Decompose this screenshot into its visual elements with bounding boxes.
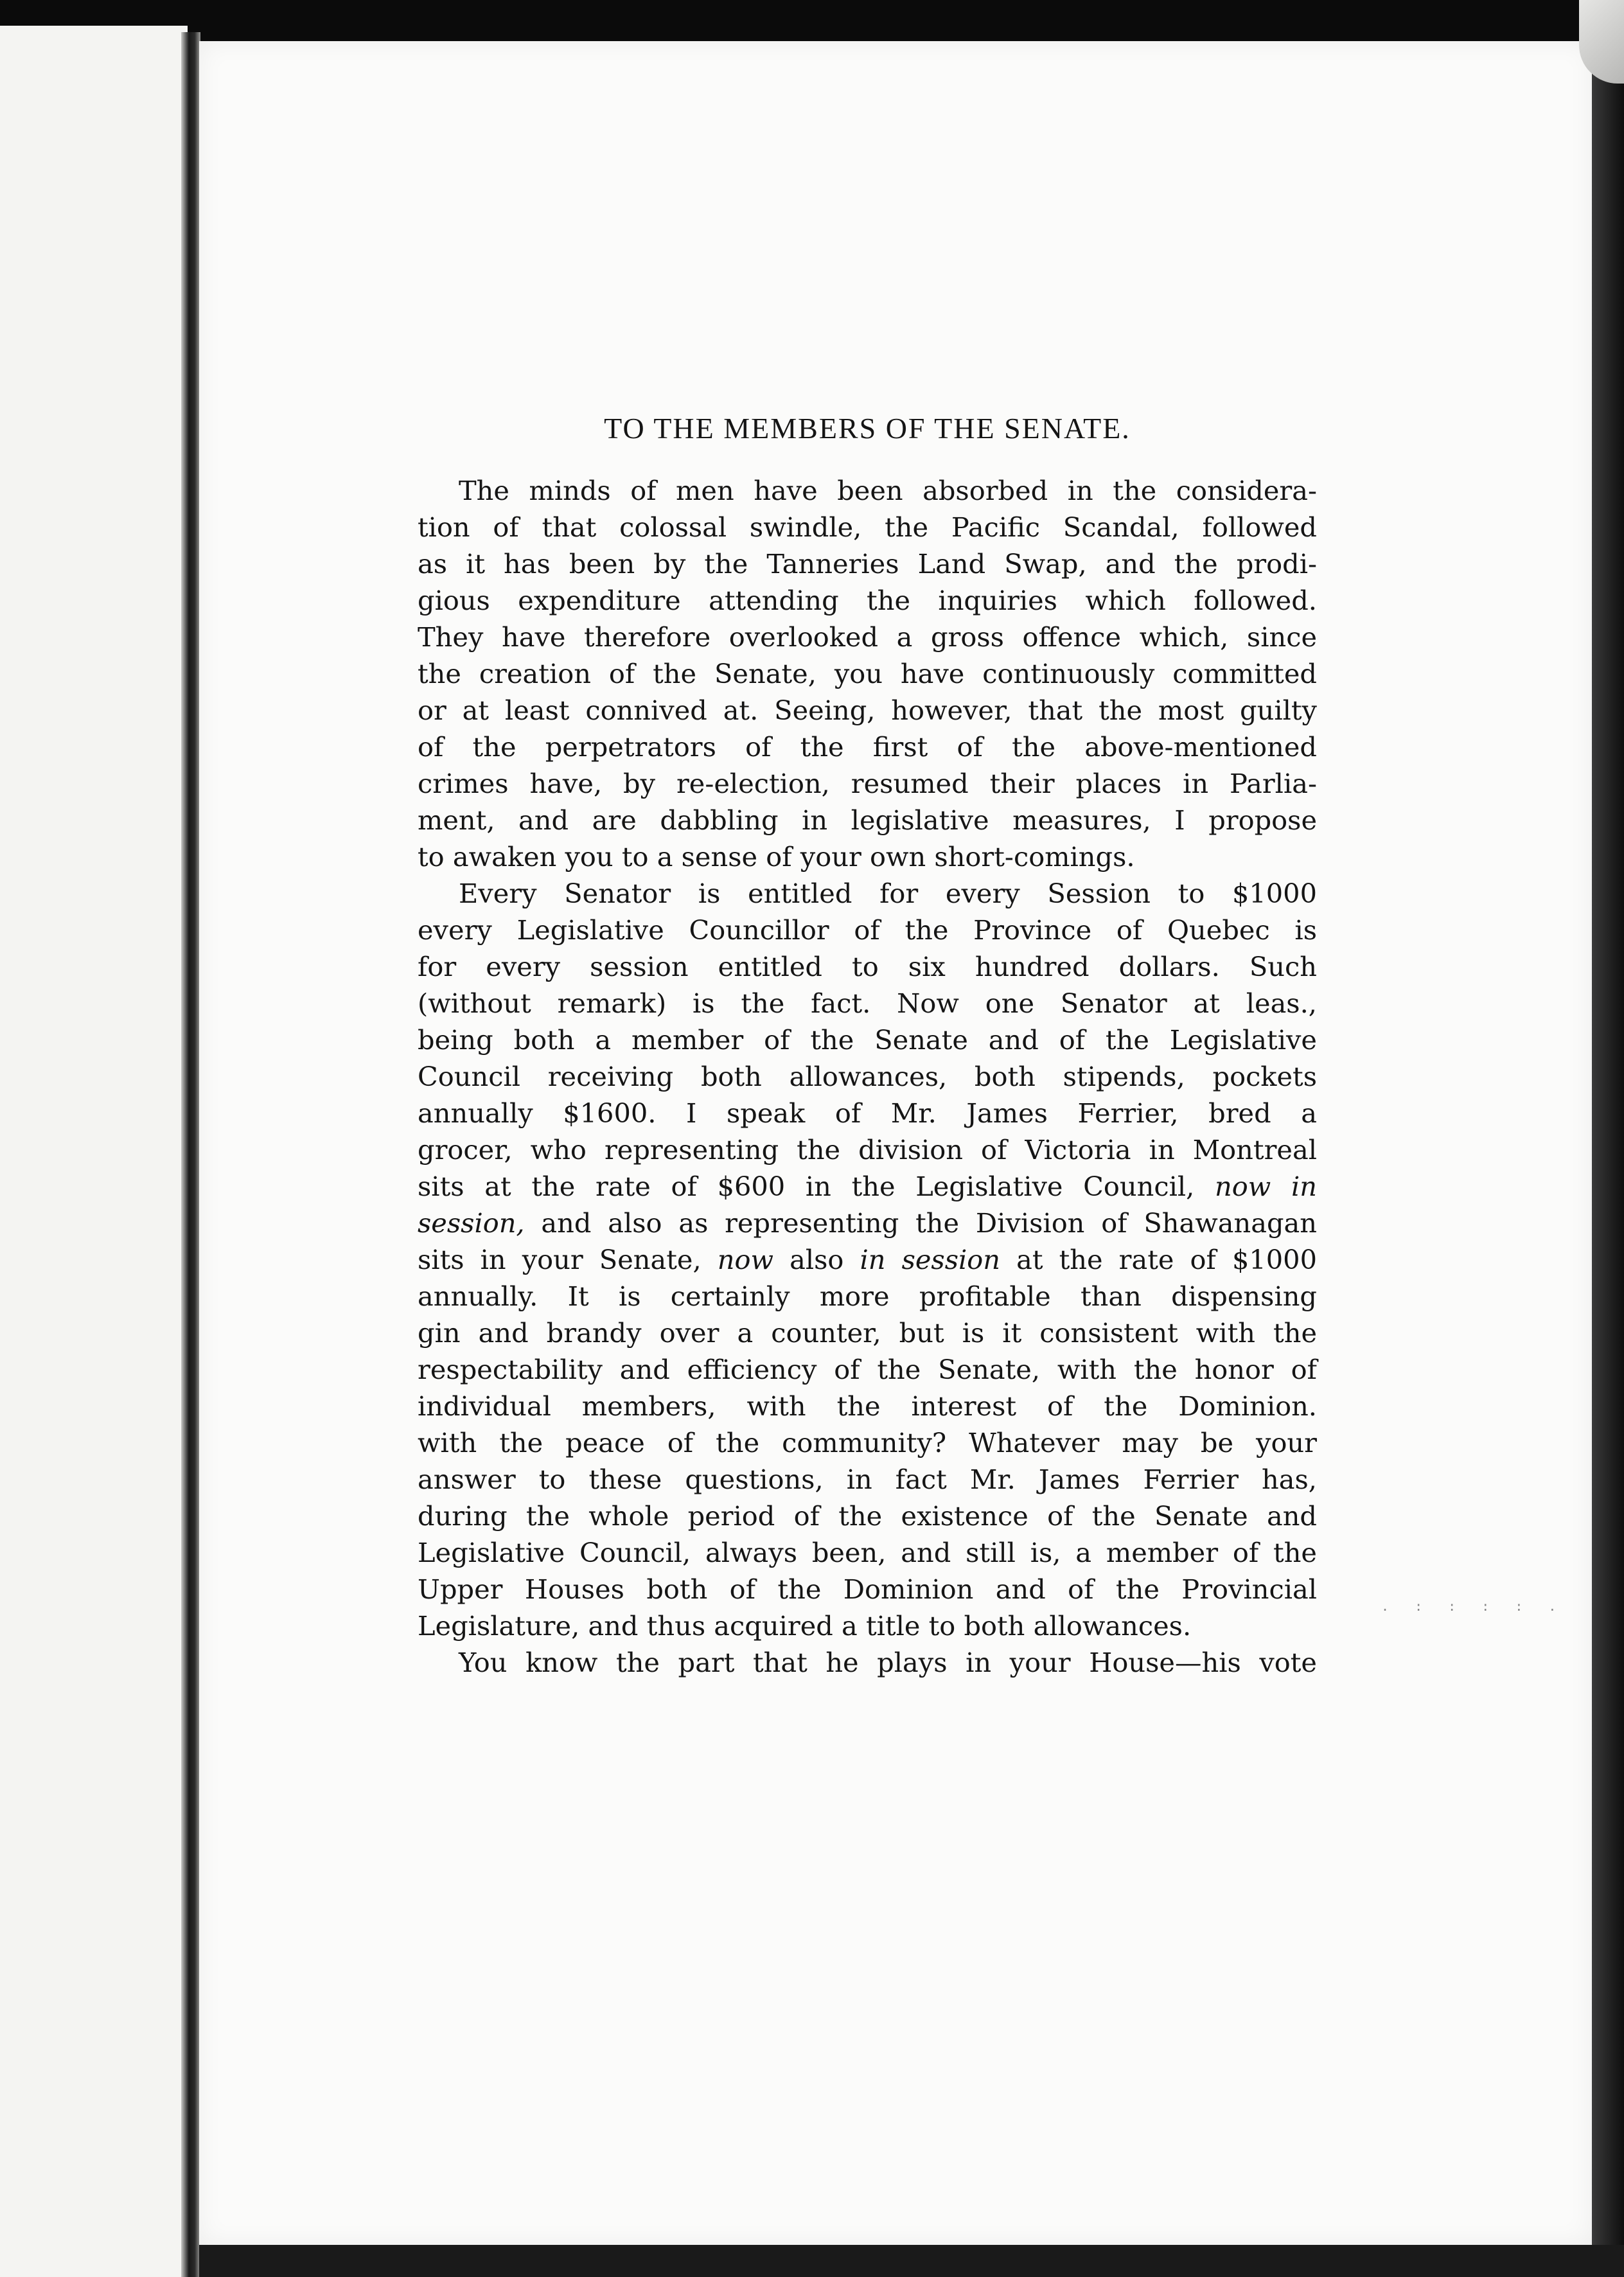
text-run: also [773, 1244, 860, 1275]
text-line: the creation of the Senate, you have continuously committed [418, 658, 1317, 689]
text-line: respectability and efficiency of the Senate, with the honor of [418, 1354, 1317, 1385]
paragraph-1 [418, 472, 1317, 875]
text-line: Legislative Council, always been, and still is, a member of the [418, 1537, 1317, 1568]
paragraph-3 [418, 1644, 1317, 1681]
text-line: Every Senator is entitled for every Session to $1000 [459, 878, 1317, 909]
text-line: tion of that colossal swindle, the Pacific Scandal, followed [418, 511, 1317, 543]
text-line: annually. It is certainly more profitable than dispensing [418, 1280, 1317, 1312]
text-run: and also as representing the Division of Shawanagan [524, 1207, 1317, 1239]
text-line-mixed [418, 1168, 1317, 1205]
text-line: grocer, who representing the division of Victoria in Montreal [418, 1134, 1317, 1165]
text-line: (without remark) is the fact. Now one Senator at leas., [418, 988, 1317, 1019]
text-line: or at least connived at. Seeing, however, that the most guilty [418, 695, 1317, 726]
text-line: answer to these questions, in fact Mr. James Ferrier has, [418, 1464, 1317, 1495]
italic-text-run: now in [1215, 1171, 1317, 1202]
text-line: of the perpetrators of the first of the above-mentioned [418, 731, 1317, 763]
text-line: Council receiving both allowances, both stipends, pockets [418, 1061, 1317, 1092]
text-line: with the peace of the community? Whatever may be your [418, 1427, 1317, 1458]
text-line: gious expenditure attending the inquiries which followed. [418, 585, 1317, 616]
text-line: ment, and are dabbling in legislative measures, I propose [418, 804, 1317, 836]
margin-specks: . : : : : . [1381, 1599, 1566, 1614]
text-line: for every session entitled to six hundred dollars. Such [418, 951, 1317, 982]
document-heading: TO THE MEMBERS OF THE SENATE. [604, 412, 1131, 445]
text-line-mixed [418, 1241, 1317, 1278]
text-line: during the whole period of the existence of the Senate and [418, 1500, 1317, 1532]
page-right-edge [1592, 41, 1624, 2277]
text-line: crimes have, by re-election, resumed their places in Parlia- [418, 768, 1317, 799]
italic-text-run: session, [418, 1207, 525, 1239]
text-line: to awaken you to a sense of your own short-comings. [418, 841, 1135, 873]
text-line: Legislature, and thus acquired a title to both allowances. [418, 1610, 1192, 1642]
document-text [418, 411, 1317, 1681]
text-run: at the rate of $1000 [1000, 1244, 1317, 1275]
italic-text-run: now [717, 1244, 774, 1275]
scanner-top-border [0, 0, 1624, 46]
text-line: They have therefore overlooked a gross offence which, since [418, 621, 1317, 653]
text-line: annually $1600. I speak of Mr. James Ferrier, bred a [418, 1097, 1317, 1129]
facing-blank-page [0, 26, 188, 2277]
book-gutter [181, 32, 200, 2277]
italic-text-run: in session [860, 1244, 1001, 1275]
text-run: sits in your Senate, [418, 1244, 718, 1275]
text-line: Upper Houses both of the Dominion and of the Provincial [418, 1573, 1317, 1605]
page-bottom-edge [199, 2245, 1624, 2277]
text-line: individual members, with the interest of the Dominion. [418, 1390, 1317, 1422]
text-run: sits at the rate of $600 in the Legislative Council, [418, 1171, 1195, 1202]
text-line: every Legislative Councillor of the Province of Quebec is [418, 914, 1317, 946]
text-line: The minds of men have been absorbed in the considera- [459, 475, 1317, 506]
text-line: being both a member of the Senate and of the Legislative [418, 1024, 1317, 1056]
text-line-mixed [418, 1205, 1317, 1241]
text-line: gin and brandy over a counter, but is it consistent with the [418, 1317, 1317, 1349]
text-line: You know the part that he plays in your House—his vote [459, 1647, 1317, 1678]
paragraph-2 [418, 875, 1317, 1644]
text-line: as it has been by the Tanneries Land Swap, and the prodi- [418, 548, 1317, 580]
